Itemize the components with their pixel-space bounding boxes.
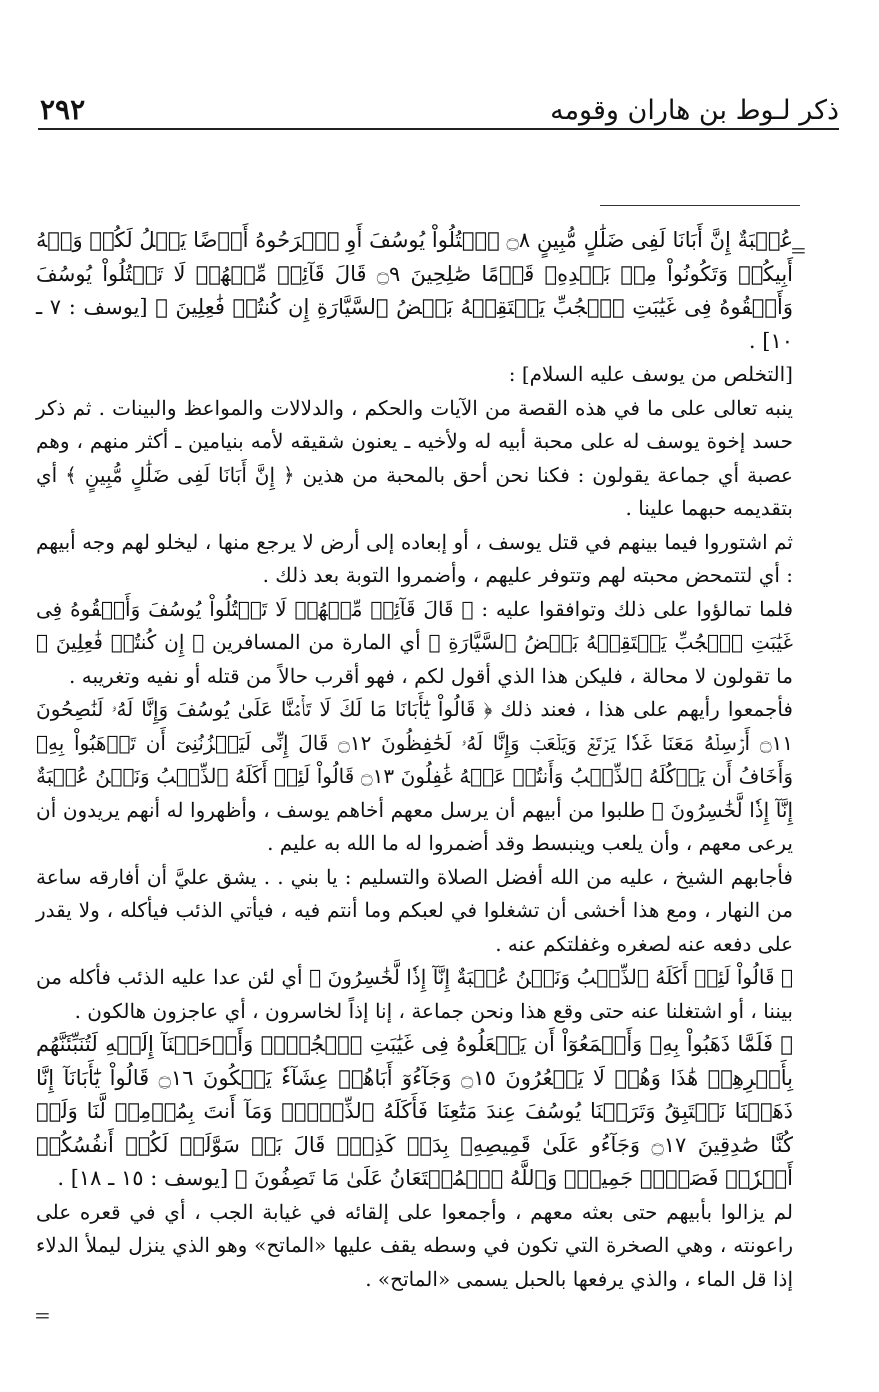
verse-paragraph: عُصۡبَةٌ إِنَّ أَبَانَا لَفِى ضَلَٰلٍ مُّبِينٍ ۝٨ ٱقۡتُلُواْ يُوسُفَ أَوِ ٱطۡرَحُوهُ أَرۡضًا يَخۡلُ لَكُمۡ وَجۡهُ أَبِيكُمۡ وَتَكُونُواْ مِنۢ بَعۡدِهِۦ قَوۡمًا صَٰلِحِينَ ۝٩ قَالَ قَآئِلٞ مِّنۡهُمۡ لَا تَقۡتُلُواْ يُوسُفَ وَأَلۡقُوهُ فِى غَيَٰبَتِ ٱلۡجُبِّ يَلۡتَقِطۡهُ بَعۡضُ ٱلسَّيَّارَةِ إِن كُنتُمۡ فَٰعِلِينَ ﴾ [يوسف : ٧ ـ ١٠] .: [36, 228, 794, 353]
page-body: [36, 224, 793, 1296]
prose-paragraph: فأجمعوا رأيهم على هذا ، فعند ذلك ﴿ قَالُواْ يَٰٓأَبَانَا مَا لَكَ لَا تَأۡمَ۬نَّا عَلَىٰ يُوسُفَ وَإِنَّا لَهُۥ لَنَٰصِحُونَ ۝١١ أَرۡسِلۡهُ مَعَنَا غَدٗا يَرۡتَعۡ وَيَلۡعَبۡ وَإِنَّا لَهُۥ لَحَٰفِظُونَ ۝١٢ قَالَ إِنِّى لَيَحۡزُنُنِىٓ أَن تَذۡهَبُواْ بِهِۦ وَأَخَافُ أَن يَأۡكُلَهُ ٱلذِّئۡبُ وَأَنتُمۡ عَنۡهُ غَٰفِلُونَ ۝١٣ قَالُواْ لَئِنۡ أَكَلَهُ ٱلذِّئۡبُ وَنَحۡنُ عُصۡبَةٌ إِنَّآ إِذٗا لَّخَٰسِرُونَ ﴾ طلبوا من أبيهم أن يرسل معهم أخاهم يوسف ، وأظهروا له أنهم يريدون أن يرعى معهم ، وأن يلعب وينبسط وقد أضمروا له ما الله به عليم .: [36, 697, 794, 855]
section-heading: [التخلص من يوسف عليه السلام] :: [508, 362, 793, 386]
prose-paragraph: ﴿ قَالُواْ لَئِنۡ أَكَلَهُ ٱلذِّئۡبُ وَنَحۡنُ عُصۡبَةٌ إِنَّآ إِذٗا لَّخَٰسِرُونَ ﴾ أي لئن عدا عليه الذئب فأكله من بيننا ، أو اشتغلنا عنه حتى وقع هذا ونحن جماعة ، إنا إذاً لخاسرون ، أي عاجزون هالكون .: [36, 965, 793, 1023]
header-rule: [38, 128, 839, 130]
margin-mark-bottom: =: [34, 1303, 51, 1327]
page-header: [40, 82, 839, 126]
prose-paragraph: لم يزالوا بأبيهم حتى بعثه معهم ، وأجمعوا على إلقائه في غيابة الجب ، أي في قعره على راعونته ، وهي الصخرة التي تكون في وسطه يقف عليها «الماتح» وهو الذي ينزل ليملأ الدلاء إذا قل الماء ، والذي يرفعها بالحبل يسمى «الماتح» .: [36, 1199, 793, 1291]
footnote-rule: [600, 205, 800, 206]
running-title: ذكر لـوط بن هاران وقومه: [550, 95, 839, 126]
margin-mark-top: =: [790, 238, 807, 262]
prose-paragraph: فلما تمالؤوا على ذلك وتوافقوا عليه : ﴿ قَالَ قَآئِلٞ مِّنۡهُمۡ لَا تَقۡتُلُواْ يُوسُفَ وَأَلۡقُوهُ فِى غَيَٰبَتِ ٱلۡجُبِّ يَلۡتَقِطۡهُ بَعۡضُ ٱلسَّيَّارَةِ ﴾ أي المارة من المسافرين ﴿ إِن كُنتُمۡ فَٰعِلِينَ ﴾ ما تقولون لا محالة ، فليكن هذا الذي أقول لكم ، فهو أقرب حالاً من قتله أو نفيه وتغريبه .: [36, 596, 793, 688]
prose-paragraph: ينبه تعالى على ما في هذه القصة من الآيات والحكم ، والدلالات والمواعظ والبينات . ثم ذكر حسد إخوة يوسف له على محبة أبيه له ولأخيه ـ يعنون شقيقه لأمه بنيامين ـ أكثر منهم ، وهم عصبة أي جماعة يقولون : فكنا نحن أحق بالمحبة من هذين ﴿ إِنَّ أَبَانَا لَفِى ضَلَٰلٍ مُّبِينٍ ﴾ أي بتقديمه حبهما علينا .: [36, 395, 793, 520]
prose-paragraph: ثم اشتوروا فيما بينهم في قتل يوسف ، أو إبعاده إلى أرض لا يرجع منها ، ليخلو لهم وجه أبيهم : أي لتتمحض محبته لهم وتتوفر عليهم ، وأضمروا التوبة بعد ذلك .: [36, 529, 793, 587]
prose-paragraph: فأجابهم الشيخ ، عليه من الله أفضل الصلاة والتسليم : يا بني . . يشق عليَّ أن أفارقه ساعة من النهار ، ومع هذا أخشى أن تشغلوا في لعبكم وما أنتم فيه ، فيأتي الذئب فيأكله ، ولا يقدر على دفعه عنه لصغره وغفلتكم عنه .: [36, 864, 793, 956]
verse-paragraph: ﴿ فَلَمَّا ذَهَبُواْ بِهِۦ وَأَجۡمَعُوٓاْ أَن يَجۡعَلُوهُ فِى غَيَٰبَتِ ٱلۡجُبِّۚ وَأَوۡحَيۡنَآ إِلَيۡهِ لَتُنَبِّئَنَّهُم بِأَمۡرِهِمۡ هَٰذَا وَهُمۡ لَا يَشۡعُرُونَ ۝١٥ وَجَآءُوٓ أَبَاهُمۡ عِشَآءٗ يَبۡكُونَ ۝١٦ قَالُواْ يَٰٓأَبَانَآ إِنَّا ذَهَبۡنَا نَسۡتَبِقُ وَتَرَكۡنَا يُوسُفَ عِندَ مَتَٰعِنَا فَأَكَلَهُ ٱلذِّئۡبُۖ وَمَآ أَنتَ بِمُؤۡمِنٖ لَّنَا وَلَوۡ كُنَّا صَٰدِقِينَ ۝١٧ وَجَآءُو عَلَىٰ قَمِيصِهِۦ بِدَمٖ كَذِبٖۚ قَالَ بَلۡ سَوَّلَتۡ لَكُمۡ أَنفُسُكُمۡ أَمۡرٗاۖ فَصَبۡرٞ جَمِيلٞۖ وَٱللَّهُ ٱلۡمُسۡتَعَانُ عَلَىٰ مَا تَصِفُونَ ﴾ [يوسف : ١٥ ـ ١٨] .: [36, 1032, 793, 1190]
page-number: ٢٩٢: [40, 93, 86, 126]
